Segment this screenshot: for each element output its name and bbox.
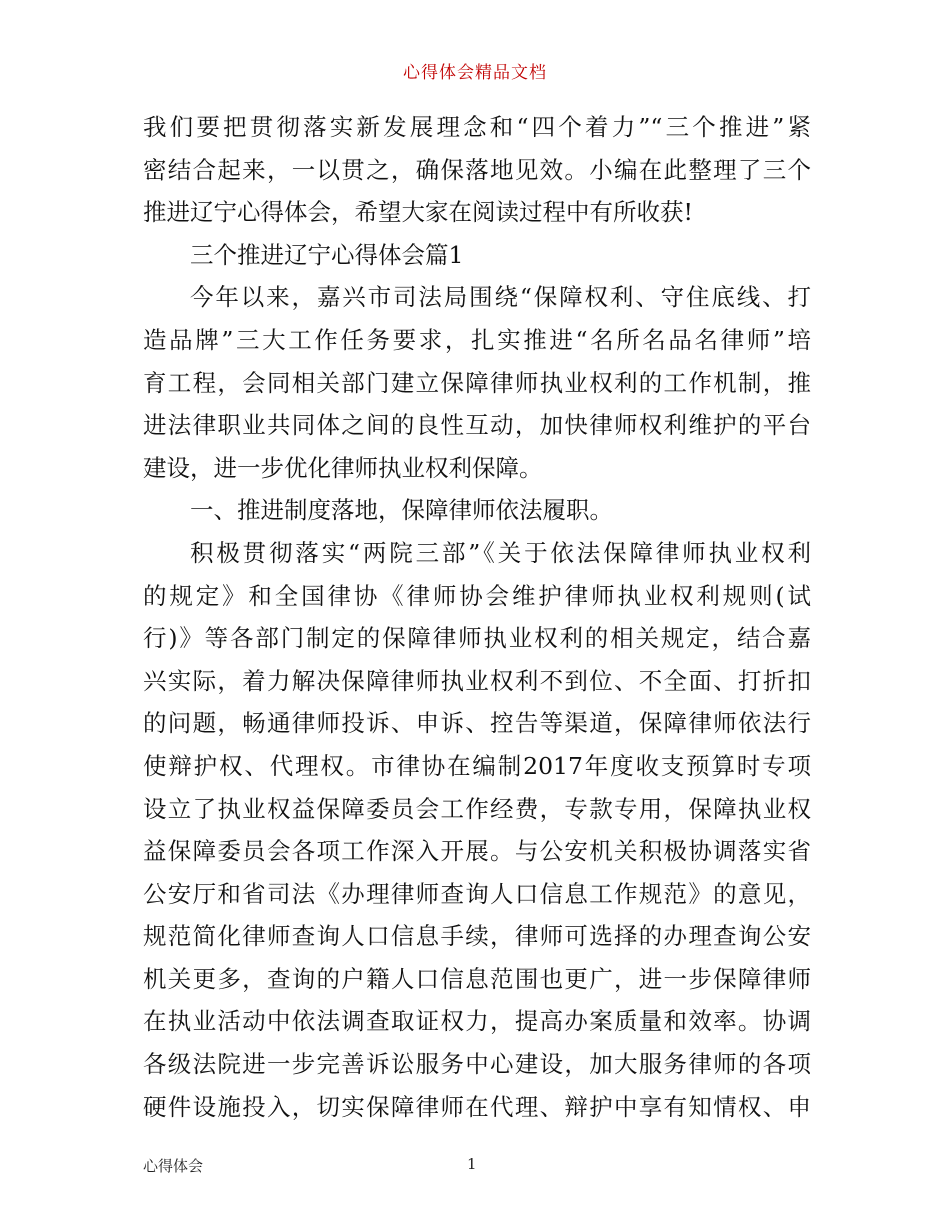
subsection-heading: 一、推进制度落地，保障律师依法履职。	[190, 496, 613, 525]
text-line: 积极贯彻落实“两院三部”《关于依法保障律师执业权利	[190, 538, 811, 567]
page-header-title: 心得体会精品文档	[403, 63, 547, 83]
text-line: 建设，进一步优化律师执业权利保障。	[143, 453, 543, 482]
text-line: 推进辽宁心得体会，希望大家在阅读过程中有所收获!	[143, 198, 693, 227]
section-heading: 三个推进辽宁心得体会篇1	[190, 240, 464, 269]
text-line: 公安厅和省司法《办理律师查询人口信息工作规范》的意见，	[143, 879, 811, 908]
text-line: 今年以来，嘉兴市司法局围绕“保障权利、守住底线、打	[190, 283, 811, 312]
text-line: 行)》等各部门制定的保障律师执业权利的相关规定，结合嘉	[143, 624, 811, 653]
text-line: 进法律职业共同体之间的良性互动，加快律师权利维护的平台	[143, 411, 811, 440]
text-line: 各级法院进一步完善诉讼服务中心建设，加大服务律师的各项	[143, 1050, 811, 1079]
footer-label: 心得体会	[143, 1157, 204, 1175]
text-line: 造品牌”三大工作任务要求，扎实推进“名所名品名律师”培	[143, 325, 811, 354]
text-line: 的规定》和全国律协《律师协会维护律师执业权利规则(试	[143, 581, 811, 610]
text-line: 兴实际，着力解决保障律师执业权利不到位、不全面、打折扣	[143, 666, 811, 695]
text-line: 育工程，会同相关部门建立保障律师执业权利的工作机制，推	[143, 368, 811, 397]
text-line: 硬件设施投入，切实保障律师在代理、辩护中享有知情权、申	[143, 1092, 811, 1121]
document-body	[143, 106, 811, 1128]
text-line: 的问题，畅通律师投诉、申诉、控告等渠道，保障律师依法行	[143, 709, 811, 738]
page-number: 1	[467, 1155, 477, 1173]
text-line: 使辩护权、代理权。市律协在编制2017年度收支预算时专项	[143, 751, 811, 780]
text-line: 密结合起来，一以贯之，确保落地见效。小编在此整理了三个	[143, 155, 811, 184]
text-line: 规范简化律师查询人口信息手续，律师可选择的办理查询公安	[143, 922, 811, 951]
text-line: 我们要把贯彻落实新发展理念和“四个着力”“三个推进”紧	[143, 113, 811, 141]
text-line: 益保障委员会各项工作深入开展。与公安机关积极协调落实省	[143, 837, 811, 866]
text-line: 机关更多，查询的户籍人口信息范围也更广，进一步保障律师	[143, 964, 811, 993]
text-line: 在执业活动中依法调查取证权力，提高办案质量和效率。协调	[143, 1007, 811, 1036]
text-line: 设立了执业权益保障委员会工作经费，专款专用，保障执业权	[143, 794, 811, 823]
